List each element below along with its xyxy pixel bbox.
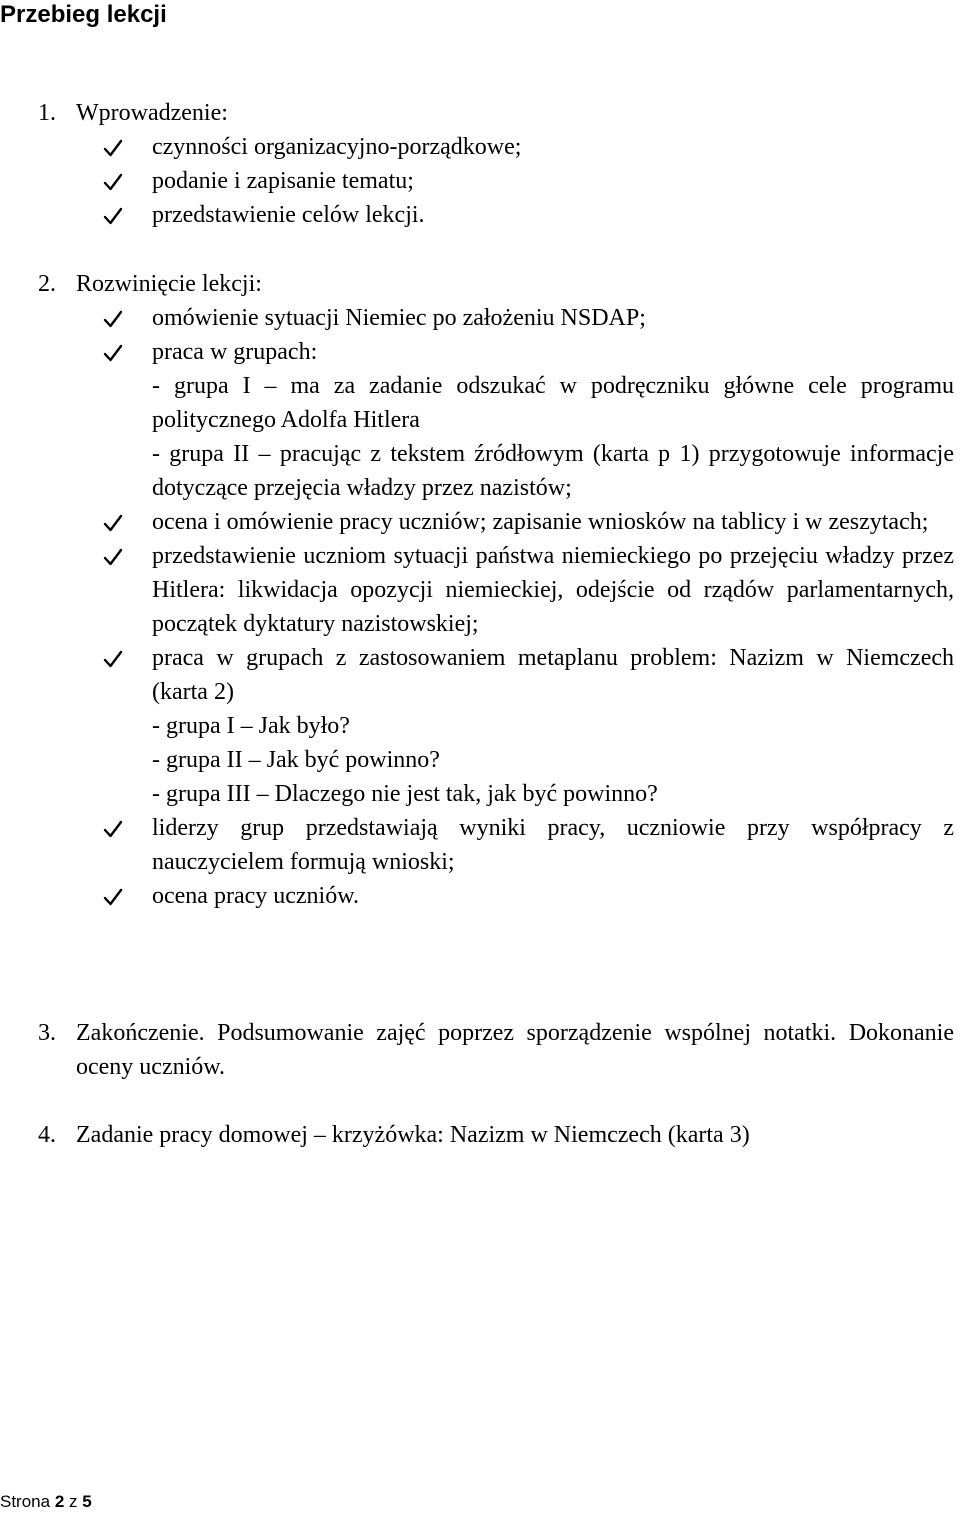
checkmark-icon — [103, 335, 127, 369]
list-item-text: liderzy grup przedstawiają wyniki pracy, uczniowie przy współpracy z nauczycielem formują wnioski; — [152, 815, 954, 875]
section-number: 1. — [38, 100, 56, 126]
group-task: - grupa I – Jak było? — [152, 713, 350, 739]
checkmark-icon — [103, 198, 127, 232]
list-item — [0, 879, 960, 913]
section-heading — [0, 96, 960, 130]
section-text: Zakończenie. Podsumowanie zajęć poprzez sporządzenie wspólnej notatki. Dokonanie oceny uczniów. — [76, 1020, 954, 1080]
section-conclusion — [0, 1016, 960, 1084]
group-task: - grupa II – Jak być powinno? — [152, 747, 440, 773]
list-item-text: omówienie sytuacji Niemiec po założeniu NSDAP; — [152, 305, 646, 331]
list-item — [0, 641, 960, 709]
list-item-text: podanie i zapisanie tematu; — [152, 168, 414, 194]
list-item-text: praca w grupach z zastosowaniem metaplanu problem: Nazizm w Niemczech (karta 2) — [152, 645, 954, 705]
list-item — [0, 539, 960, 641]
checkmark-icon — [103, 879, 127, 913]
list-item-text: praca w grupach: — [152, 339, 318, 365]
list-item-text: ocena pracy uczniów. — [152, 883, 359, 909]
section-introduction — [0, 96, 960, 232]
list-item — [0, 811, 960, 879]
list-item — [0, 335, 960, 369]
group-task: - grupa I – ma za zadanie odszukać w podręczniku główne cele programu politycznego Adolfa Hitlera — [152, 373, 954, 433]
list-item — [0, 505, 960, 539]
section-homework — [0, 1118, 960, 1152]
list-item-text: przedstawienie uczniom sytuacji państwa niemieckiego po przejęciu władzy przez Hitlera: likwidacja opozycji niemieckiej, odejście od rządów parlamentarnych, początek dyktatury nazistowskiej; — [152, 543, 954, 637]
group-task: - grupa II – pracując z tekstem źródłowym (karta p 1) przygotowuje informacje dotyczące przejęcia władzy przez nazistów; — [152, 441, 954, 501]
list-item-text: przedstawienie celów lekcji. — [152, 202, 425, 228]
checkmark-icon — [103, 811, 127, 845]
footer-total-pages: 5 — [82, 1492, 92, 1511]
section-number: 3. — [38, 1020, 56, 1046]
list-item-text: czynności organizacyjno-porządkowe; — [152, 134, 522, 160]
section-development — [0, 267, 960, 913]
footer-label: Strona — [0, 1492, 51, 1511]
checkmark-icon — [103, 641, 127, 675]
list-item-text: ocena i omówienie pracy uczniów; zapisanie wniosków na tablicy i w zeszytach; — [152, 509, 929, 535]
section-number: 2. — [38, 271, 56, 297]
checkmark-icon — [103, 539, 127, 573]
checkmark-icon — [103, 130, 127, 164]
section-text: Zadanie pracy domowej – krzyżówka: Nazizm w Niemczech (karta 3) — [76, 1122, 750, 1148]
section-heading-text: Rozwinięcie lekcji: — [76, 271, 262, 297]
list-item — [0, 130, 960, 164]
group-task: - grupa III – Dlaczego nie jest tak, jak być powinno? — [152, 781, 658, 807]
footer-current-page: 2 — [54, 1492, 65, 1511]
page-footer — [0, 1491, 92, 1513]
section-number: 4. — [38, 1122, 56, 1148]
checkmark-icon — [103, 164, 127, 198]
footer-of: z — [69, 1492, 78, 1511]
checkmark-icon — [103, 301, 127, 335]
section-heading — [0, 267, 960, 301]
list-item — [0, 164, 960, 198]
list-item — [0, 301, 960, 335]
checkmark-icon — [103, 505, 127, 539]
list-item — [0, 198, 960, 232]
page-title: Przebieg lekcji — [0, 1, 167, 28]
section-heading-text: Wprowadzenie: — [76, 100, 228, 126]
